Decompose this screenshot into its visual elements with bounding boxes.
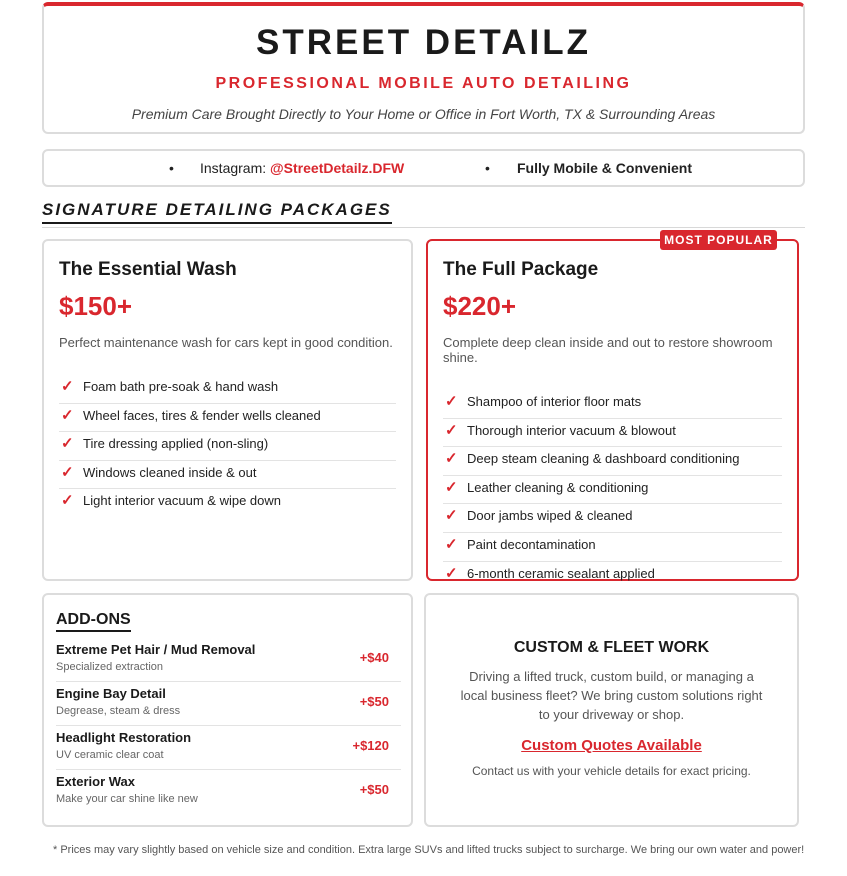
feature-label: Shampoo of interior floor mats — [467, 394, 642, 409]
instagram-contact — [200, 160, 404, 176]
section-divider — [42, 227, 805, 228]
check-icon: ✓ — [61, 406, 74, 424]
brand-title: STREET DETAILZ — [256, 23, 591, 62]
addon-name: Engine Bay Detail — [56, 686, 166, 701]
check-icon: ✓ — [61, 378, 74, 395]
feature-label: Thorough interior vacuum & blowout — [467, 422, 676, 438]
addons-title: ADD-ONS — [56, 611, 131, 632]
bullet: • — [485, 160, 490, 176]
package-description: Perfect maintenance wash for cars kept in good condition. — [59, 335, 393, 350]
bullet: • — [169, 160, 174, 176]
check-icon: ✓ — [445, 478, 458, 496]
addon-name: Headlight Restoration — [56, 730, 192, 745]
section-title: SIGNATURE DETAILING PACKAGES — [42, 200, 392, 224]
custom-contact-line: Contact us with your vehicle details for exact pricing. — [472, 764, 751, 778]
service-area-subline: Premium Care Brought Directly to Your Home or Office in Fort Worth, TX & Surrounding Areas — [131, 106, 716, 122]
feature-label: 6-month ceramic sealant applied — [467, 565, 655, 581]
addon-price: +$50 — [359, 694, 389, 709]
check-icon: ✓ — [61, 492, 74, 510]
feature-item — [443, 447, 782, 476]
package-title: The Full Package — [443, 259, 599, 280]
package-card-essential — [42, 239, 413, 581]
check-icon: ✓ — [61, 435, 74, 453]
addon-subtitle: UV ceramic clear coat — [56, 749, 164, 761]
feature-item — [59, 461, 396, 490]
contact-bar — [42, 149, 805, 187]
feature-item — [59, 489, 396, 518]
addon-item — [56, 770, 401, 814]
addon-item — [56, 726, 401, 770]
addon-subtitle: Degrease, steam & dress — [56, 705, 181, 717]
tagline: PROFESSIONAL MOBILE AUTO DETAILING — [215, 75, 632, 92]
feature-item — [443, 476, 782, 505]
addon-item — [56, 638, 401, 682]
most-popular-badge: MOST POPULAR — [660, 230, 777, 250]
addon-subtitle: Make your car shine like new — [56, 793, 198, 805]
feature-item — [443, 419, 782, 448]
check-icon: ✓ — [445, 535, 458, 553]
feature-label: Paint decontamination — [467, 536, 596, 552]
addon-name: Exterior Wax — [56, 774, 135, 789]
package-title: The Essential Wash — [59, 259, 237, 280]
addon-item — [56, 682, 401, 726]
check-icon: ✓ — [445, 450, 458, 468]
check-icon: ✓ — [61, 463, 74, 481]
check-icon: ✓ — [445, 507, 458, 525]
feature-label: Light interior vacuum & wipe down — [83, 493, 281, 509]
package-price: $220+ — [443, 291, 517, 321]
feature-label: Windows cleaned inside & out — [83, 464, 257, 480]
package-card-full — [426, 239, 799, 581]
addon-price: +$50 — [359, 782, 389, 797]
feature-item — [443, 390, 782, 419]
addon-price: +$120 — [352, 738, 389, 753]
addon-price: +$40 — [359, 650, 389, 665]
feature-item — [59, 432, 396, 461]
custom-fleet-card — [424, 593, 799, 827]
custom-fleet-title: CUSTOM & FLEET WORK — [513, 639, 710, 656]
feature-list — [59, 375, 396, 518]
feature-item — [443, 504, 782, 533]
feature-label: Deep steam cleaning & dashboard conditioning — [467, 451, 740, 467]
feature-item — [59, 404, 396, 433]
custom-fleet-description: Driving a lifted truck, custom build, or managing a local business fleet? We bring custom solutions right to your driveway or shop. — [460, 669, 763, 722]
pricing-footnote: * Prices may vary slightly based on vehicle size and condition. Extra large SUVs and lifted trucks subject to surcharge. We bring our own water and power! — [53, 844, 805, 856]
feature-item — [443, 533, 782, 562]
feature-label: Foam bath pre-soak & hand wash — [83, 379, 279, 394]
check-icon: ✓ — [445, 564, 458, 582]
feature-label: Wheel faces, tires & fender wells cleaned — [83, 407, 321, 423]
mobile-service-note: Fully Mobile & Convenient — [517, 160, 693, 176]
package-price: $150+ — [59, 291, 133, 321]
addon-subtitle: Specialized extraction — [56, 661, 164, 673]
package-description: Complete deep clean inside and out to restore showroom shine. — [443, 335, 773, 365]
custom-quotes-link[interactable]: Custom Quotes Available — [521, 737, 702, 754]
header-card — [42, 2, 805, 134]
feature-label: Leather cleaning & conditioning — [467, 479, 649, 495]
addon-name: Extreme Pet Hair / Mud Removal — [56, 642, 256, 657]
feature-label: Tire dressing applied (non-sling) — [83, 436, 269, 452]
feature-list — [443, 390, 782, 590]
addon-list — [56, 638, 401, 814]
check-icon: ✓ — [445, 393, 458, 410]
feature-item — [59, 375, 396, 404]
check-icon: ✓ — [445, 421, 458, 439]
instagram-label: Instagram: — [200, 160, 267, 176]
feature-label: Door jambs wiped & cleaned — [467, 508, 633, 524]
feature-item — [443, 562, 782, 591]
addons-card — [42, 593, 413, 827]
instagram-handle-link[interactable]: @StreetDetailz.DFW — [270, 160, 405, 176]
